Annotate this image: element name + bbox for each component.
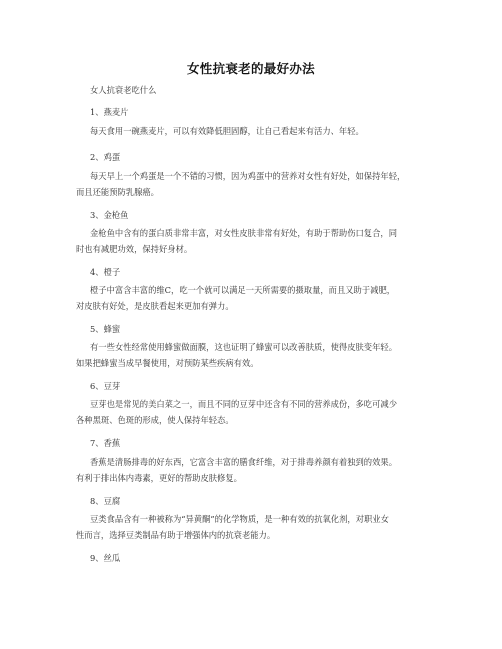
- section-text-banana: 香蕉是清肠排毒的好东西，它富含丰富的膳食纤维，对于排毒养颜有着独到的效果。: [90, 457, 397, 467]
- section-text-tofu: 豆类食品含有一种被称为“异黄酮”的化学物质，是一种有效的抗氧化剂，对职业女: [90, 514, 389, 524]
- section-text-oats: 每天食用一碗燕麦片，可以有效降低胆固醇，让自己看起来有活力、年轻。: [90, 126, 364, 136]
- section-text-orange-cont: 对皮肤有好处，是皮肤看起来更加有弹力。: [76, 301, 234, 311]
- section-heading-bean-sprouts: 6、豆芽: [90, 381, 121, 391]
- section-heading-honey: 5、蜂蜜: [90, 324, 121, 334]
- section-heading-banana: 7、香蕉: [90, 438, 121, 448]
- section-text-tofu-cont: 性而言，选择豆类制品有助于增强体内的抗衰老能力。: [76, 530, 276, 540]
- page-title: 女性抗衰老的最好办法: [186, 61, 315, 76]
- section-text-tuna: 金枪鱼中含有的蛋白质非常丰富，对女性皮肤非常有好处，有助于帮助伤口复合，同: [90, 228, 397, 238]
- section-text-orange: 橙子中富含丰富的维C，吃一个就可以满足一天所需要的摄取量，而且又助于减肥，: [90, 285, 396, 295]
- section-text-banana-cont: 有利于排出体内毒素，更好的帮助皮肤修复。: [76, 473, 242, 483]
- section-text-honey: 有一些女性经常使用蜂蜜做面膜，这也证明了蜂蜜可以改善肤质，使得皮肤变年轻。: [90, 342, 397, 352]
- section-heading-tofu: 8、豆腐: [90, 496, 121, 506]
- section-text-eggs: 每天早上一个鸡蛋是一个不错的习惯，因为鸡蛋中的营养对女性有好处，如保持年轻，: [90, 171, 406, 181]
- section-text-bean-sprouts-cont: 各种黑斑、色斑的形成，使人保持年轻态。: [76, 415, 234, 425]
- section-text-honey-cont: 如果把蜂蜜当成早餐使用，对预防某些疾病有效。: [76, 358, 259, 368]
- section-text-tuna-cont: 时也有减肥功效，保持好身材。: [76, 244, 193, 254]
- section-heading-oats: 1、燕麦片: [90, 107, 129, 117]
- section-heading-loofah: 9、丝瓜: [90, 553, 121, 563]
- section-text-eggs-cont: 而且还能预防乳腺癌。: [76, 187, 159, 197]
- subtitle: 女人抗衰老吃什么: [90, 85, 157, 95]
- section-text-bean-sprouts: 豆芽也是常见的美白菜之一，而且不同的豆芽中还含有不同的营养成份，多吃可减少: [90, 399, 397, 409]
- section-heading-orange: 4、橙子: [90, 267, 121, 277]
- section-heading-tuna: 3、金枪鱼: [90, 210, 129, 220]
- section-heading-eggs: 2、鸡蛋: [90, 152, 121, 162]
